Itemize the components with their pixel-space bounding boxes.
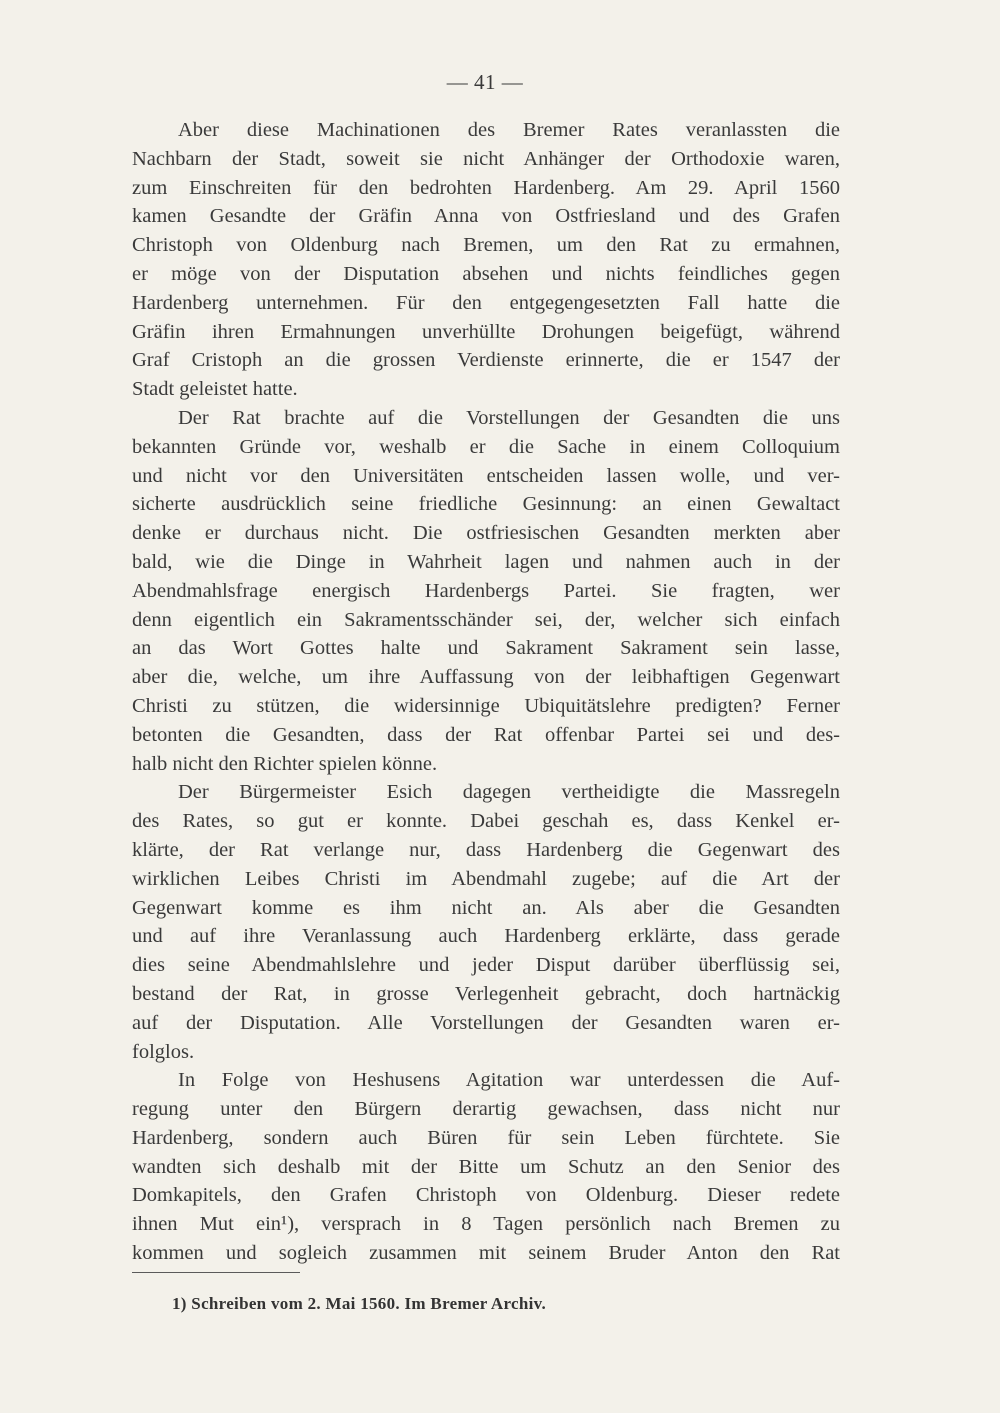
text-line: Christi zu stützen, die widersinnige Ubiquitätslehre predigten? Ferner (132, 694, 840, 717)
text-line: Domkapitels, den Grafen Christoph von Oldenburg. Dieser redete (132, 1184, 840, 1207)
text-line: bald, wie die Dinge in Wahrheit lagen und nahmen auch in der (132, 550, 840, 573)
text-line: auf der Disputation. Alle Vorstellungen der Gesandten waren er- (132, 1011, 840, 1034)
text-line: bekannten Gründe vor, weshalb er die Sache in einem Colloquium (132, 435, 840, 458)
text-line: ihnen Mut ein¹), versprach in 8 Tagen persönlich nach Bremen zu (132, 1213, 840, 1236)
text-line: Aber diese Machinationen des Bremer Rates veranlassten die (178, 119, 840, 141)
paragraph-3 (132, 778, 840, 1066)
text-line: denn eigentlich ein Sakramentsschänder sei, der, welcher sich einfach (132, 608, 840, 631)
text-line: Gräfin ihren Ermahnungen unverhüllte Drohungen beigefügt, während (132, 320, 840, 343)
text-line: Der Rat brachte auf die Vorstellungen der Gesandten die uns (178, 406, 840, 429)
text-line: bestand der Rat, in grosse Verlegenheit gebracht, doch hartnäckig (132, 982, 840, 1005)
text-line: halb nicht den Richter spielen könne. (132, 752, 438, 775)
text-line: Hardenberg, sondern auch Büren für sein Leben fürchtete. Sie (132, 1126, 840, 1149)
text-line: sicherte ausdrücklich seine friedliche Gesinnung: an einen Gewaltact (132, 493, 840, 516)
text-line: regung unter den Bürgern derartig gewachsen, dass nicht nur (132, 1098, 840, 1121)
paragraph-2 (132, 404, 840, 778)
body-text (132, 116, 840, 1268)
text-line: wirklichen Leibes Christi im Abendmahl zugebe; auf die Art der (132, 867, 840, 890)
paragraph-4 (132, 1066, 840, 1268)
text-line: Abendmahlsfrage energisch Hardenbergs Partei. Sie fragten, wer (132, 579, 840, 602)
text-line: Gegenwart komme es ihm nicht an. Als aber die Gesandten (132, 896, 840, 919)
paragraph-1 (132, 116, 840, 404)
footnote: 1) Schreiben vom 2. Mai 1560. Im Bremer Archiv. (172, 1294, 547, 1313)
text-line: dies seine Abendmahlslehre und jeder Disput darüber überflüssig sei, (132, 954, 840, 977)
text-line: wandten sich deshalb mit der Bitte um Schutz an den Senior des (132, 1155, 840, 1178)
text-line: er möge von der Disputation absehen und nichts feindliches gegen (132, 262, 840, 285)
text-line: Graf Cristoph an die grossen Verdienste erinnerte, die er 1547 der (132, 349, 840, 372)
text-line: und nicht vor den Universitäten entscheiden lassen wolle, und ver- (132, 464, 840, 487)
text-line: In Folge von Heshusens Agitation war unterdessen die Auf- (178, 1069, 840, 1092)
text-line: Der Bürgermeister Esich dagegen vertheidigte die Massregeln (178, 781, 840, 804)
text-line: Stadt geleistet hatte. (132, 378, 298, 401)
text-line: kamen Gesandte der Gräfin Anna von Ostfriesland und des Grafen (132, 205, 840, 228)
text-line: denke er durchaus nicht. Die ostfriesischen Gesandten merkten aber (132, 522, 840, 545)
text-line: betonten die Gesandten, dass der Rat offenbar Partei sei und des- (132, 723, 840, 746)
text-line: an das Wort Gottes halte und Sakrament Sakrament sein lasse, (132, 637, 840, 660)
footnote-rule (132, 1272, 300, 1273)
text-line: kommen und sogleich zusammen mit seinem Bruder Anton den Rat (132, 1242, 840, 1265)
text-line: zum Einschreiten für den bedrohten Hardenberg. Am 29. April 1560 (132, 176, 840, 199)
text-line: aber die, welche, um ihre Auffassung von der leibhaftigen Gegenwart (132, 666, 840, 689)
page-number: — 41 — (446, 70, 524, 94)
text-line: klärte, der Rat verlange nur, dass Hardenberg die Gegenwart des (132, 838, 840, 861)
text-line: des Rates, so gut er konnte. Dabei geschah es, dass Kenkel er- (132, 810, 840, 833)
text-line: Hardenberg unternehmen. Für den entgegengesetzten Fall hatte die (132, 291, 840, 314)
text-line: und auf ihre Veranlassung auch Hardenberg erklärte, dass gerade (132, 925, 840, 948)
text-line: Nachbarn der Stadt, soweit sie nicht Anhänger der Orthodoxie waren, (132, 147, 840, 170)
text-line: Christoph von Oldenburg nach Bremen, um den Rat zu ermahnen, (132, 234, 840, 257)
text-line: folglos. (132, 1040, 195, 1063)
